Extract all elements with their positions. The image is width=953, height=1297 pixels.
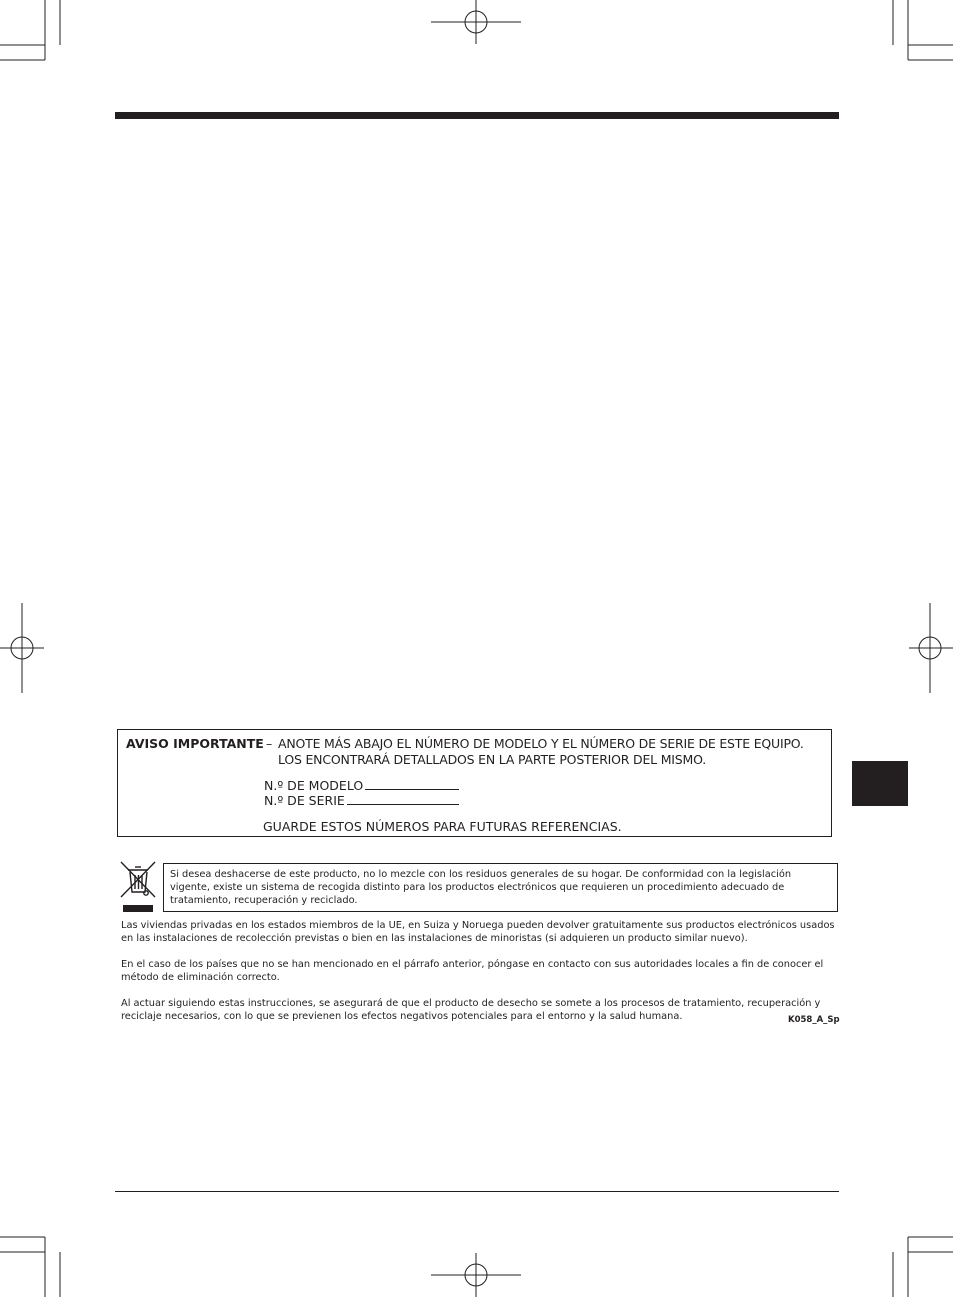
model-number-field — [264, 778, 459, 793]
notice-line-1: ANOTE MÁS ABAJO EL NÚMERO DE MODELO Y EL NÚMERO DE SERIE DE ESTE EQUIPO. — [278, 736, 804, 751]
section-tab — [852, 761, 908, 806]
disposal-paragraph-2: En el caso de los países que no se han mencionado en el párrafo anterior, póngase en contacto con sus autoridades locales a fin de conocer el método de eliminación correcto. — [121, 959, 824, 983]
crossed-out-wheeled-bin-icon — [119, 859, 157, 913]
notice-title: AVISO IMPORTANTE — [126, 736, 264, 751]
important-notice-box — [117, 729, 832, 837]
notice-line-2: LOS ENCONTRARÁ DETALLADOS EN LA PARTE POSTERIOR DEL MISMO. — [278, 752, 707, 767]
model-number-label: N.º DE MODELO — [264, 778, 364, 793]
footer-rule — [115, 1191, 839, 1192]
model-number-blank — [365, 788, 459, 790]
header-rule — [115, 112, 839, 119]
keep-numbers-note: GUARDE ESTOS NÚMEROS PARA FUTURAS REFERENCIAS. — [263, 819, 622, 834]
disposal-paragraph-1: Las viviendas privadas en los estados miembros de la UE, en Suiza y Noruega pueden devolver gratuitamente sus productos electrónicos usados en las instalaciones de recolección previstas o bien en las instalaciones de minoristas (si adquieren un producto similar nuevo). — [121, 920, 835, 944]
disposal-notice-box: Si desea deshacerse de este producto, no lo mezcle con los residuos generales de su hogar. De conformidad con la legislación vigente, existe un sistema de recogida distinto para los productos electrónicos que requieren un procedimiento adecuado de tratamiento, recuperación y reciclado. — [163, 863, 838, 912]
disposal-paragraph-3: Al actuar siguiendo estas instrucciones, se asegurará de que el producto de desecho se somete a los procesos de tratamiento, recuperación y reciclaje necesarios, con lo que se previenen los efectos negativos potenciales para el entorno y la salud humana. — [121, 998, 821, 1022]
serial-number-field — [264, 793, 459, 808]
serial-number-label: N.º DE SERIE — [264, 793, 345, 808]
serial-number-blank — [347, 803, 459, 805]
document-code: K058_A_Sp — [788, 1015, 840, 1025]
notice-dash: – — [266, 736, 273, 751]
